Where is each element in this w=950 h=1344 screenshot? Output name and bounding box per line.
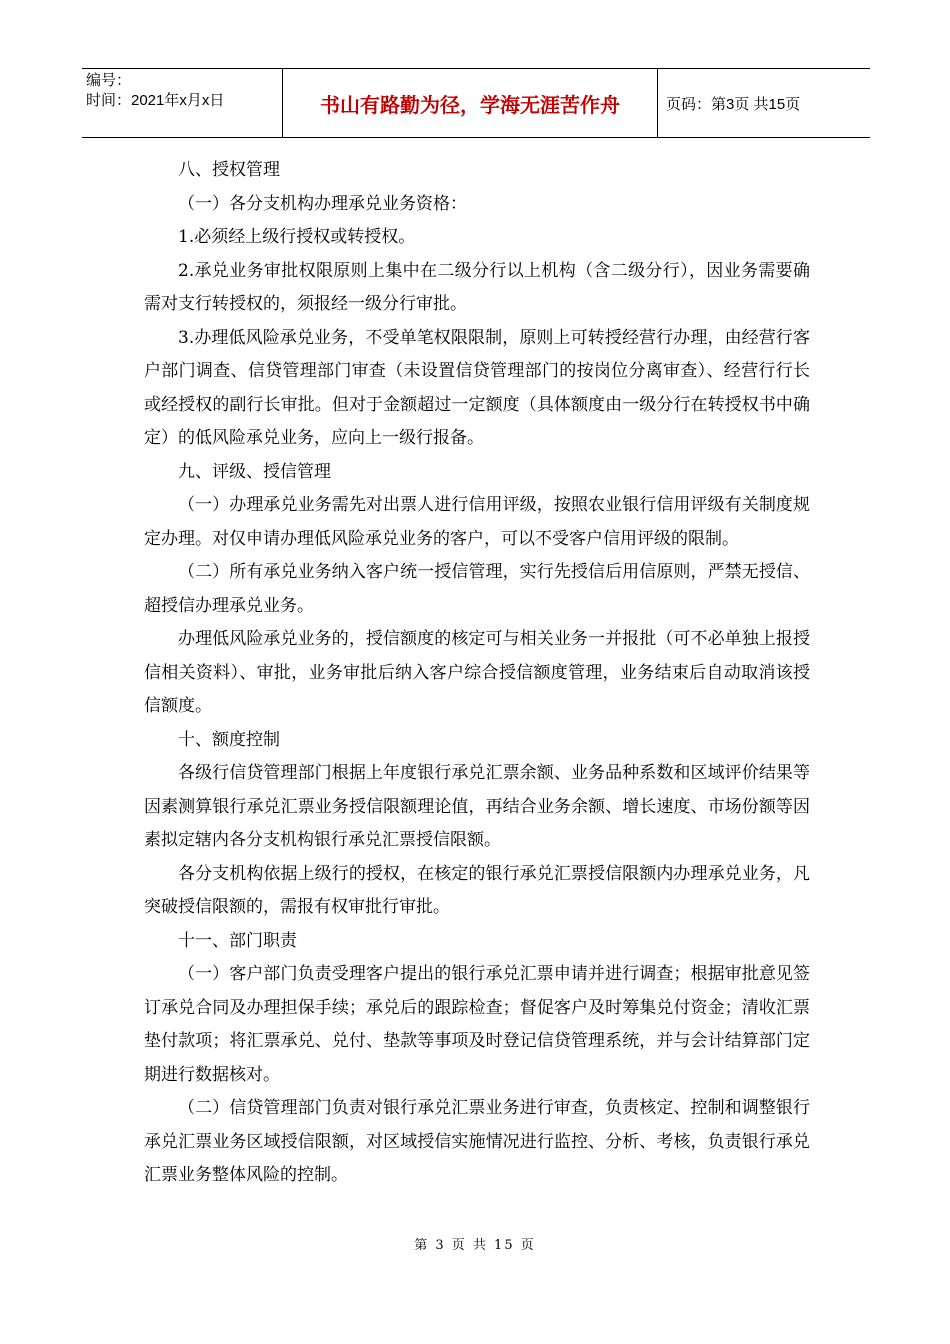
page-footer: 第 3 页 共 15 页 [414,1238,536,1253]
paragraph: （一）办理承兑业务需先对出票人进行信用评级，按照农业银行信用评级有关制度规定办理。对仅申请办理低风险承兑业务的客户，可以不受客户信用评级的限制。 [144,495,810,549]
header-motto: 书山有路勤为径，学海无涯苦作舟 [282,69,658,137]
paragraph: （一）客户部门负责受理客户提出的银行承兑汇票申请并进行调查；根据审批意见签订承兑合同及办理担保手续；承兑后的跟踪检查；督促客户及时筹集兑付资金；清收汇票垫付款项；将汇票承兑、兑付、垫款等事项及时登记信贷管理系统，并与会计结算部门定期进行数据核对。 [144,964,810,1085]
paragraph: （二）所有承兑业务纳入客户统一授信管理，实行先授信后用信原则，严禁无授信、超授信办理承兑业务。 [144,562,810,616]
paragraph: 3.办理低风险承兑业务，不受单笔权限限制，原则上可转授经营行办理，由经营行客户部门调查、信贷管理部门审查（未设置信贷管理部门的按岗位分离审查）、经营行行长或经授权的副行长审批。但对于金额超过一定额度（具体额度由一级分行在转授权书中确定）的低风险承兑业务，应向上一级行报备。 [144,327,810,448]
paragraph: 各分支机构依据上级行的授权，在核定的银行承兑汇票授信限额内办理承兑业务，凡突破授信限额的，需报有权审批行审批。 [144,863,810,917]
section-heading: 八、授权管理 [178,160,280,180]
header-page-info: 页码：第3页 共15页 [666,95,801,113]
page-header [82,68,870,138]
paragraph: （二）信贷管理部门负责对银行承兑汇票业务进行审查，负责核定、控制和调整银行承兑汇票业务区域授信限额，对区域授信实施情况进行监控、分析、考核，负责银行承兑汇票业务整体风险的控制。 [144,1098,810,1185]
paragraph: 2.承兑业务审批权限原则上集中在二级分行以上机构（含二级分行），因业务需要确需对支行转授权的，须报经一级分行审批。 [144,260,810,314]
paragraph: 各级行信贷管理部门根据上年度银行承兑汇票余额、业务品种系数和区域评价结果等因素测算银行承兑汇票业务授信限额理论值，再结合业务余额、增长速度、市场份额等因素拟定辖内各分支机构银行承兑汇票授信限额。 [144,763,810,850]
paragraph: 1.必须经上级行授权或转授权。 [178,227,416,247]
document-body [144,154,810,1193]
document-number-label: 编号： [86,72,132,89]
header-meta [82,69,282,137]
document-date: 时间：2021年x月x日 [86,92,225,109]
section-heading: 十、额度控制 [178,729,280,750]
paragraph: 办理低风险承兑业务的，授信额度的核定可与相关业务一并报批（可不必单独上报授信相关资料）、审批，业务审批后纳入客户综合授信额度管理，业务结束后自动取消该授信额度。 [144,629,810,716]
paragraph: （一）各分支机构办理承兑业务资格： [178,193,467,214]
section-heading: 十一、部门职责 [178,930,297,951]
section-heading: 九、评级、授信管理 [178,461,331,482]
